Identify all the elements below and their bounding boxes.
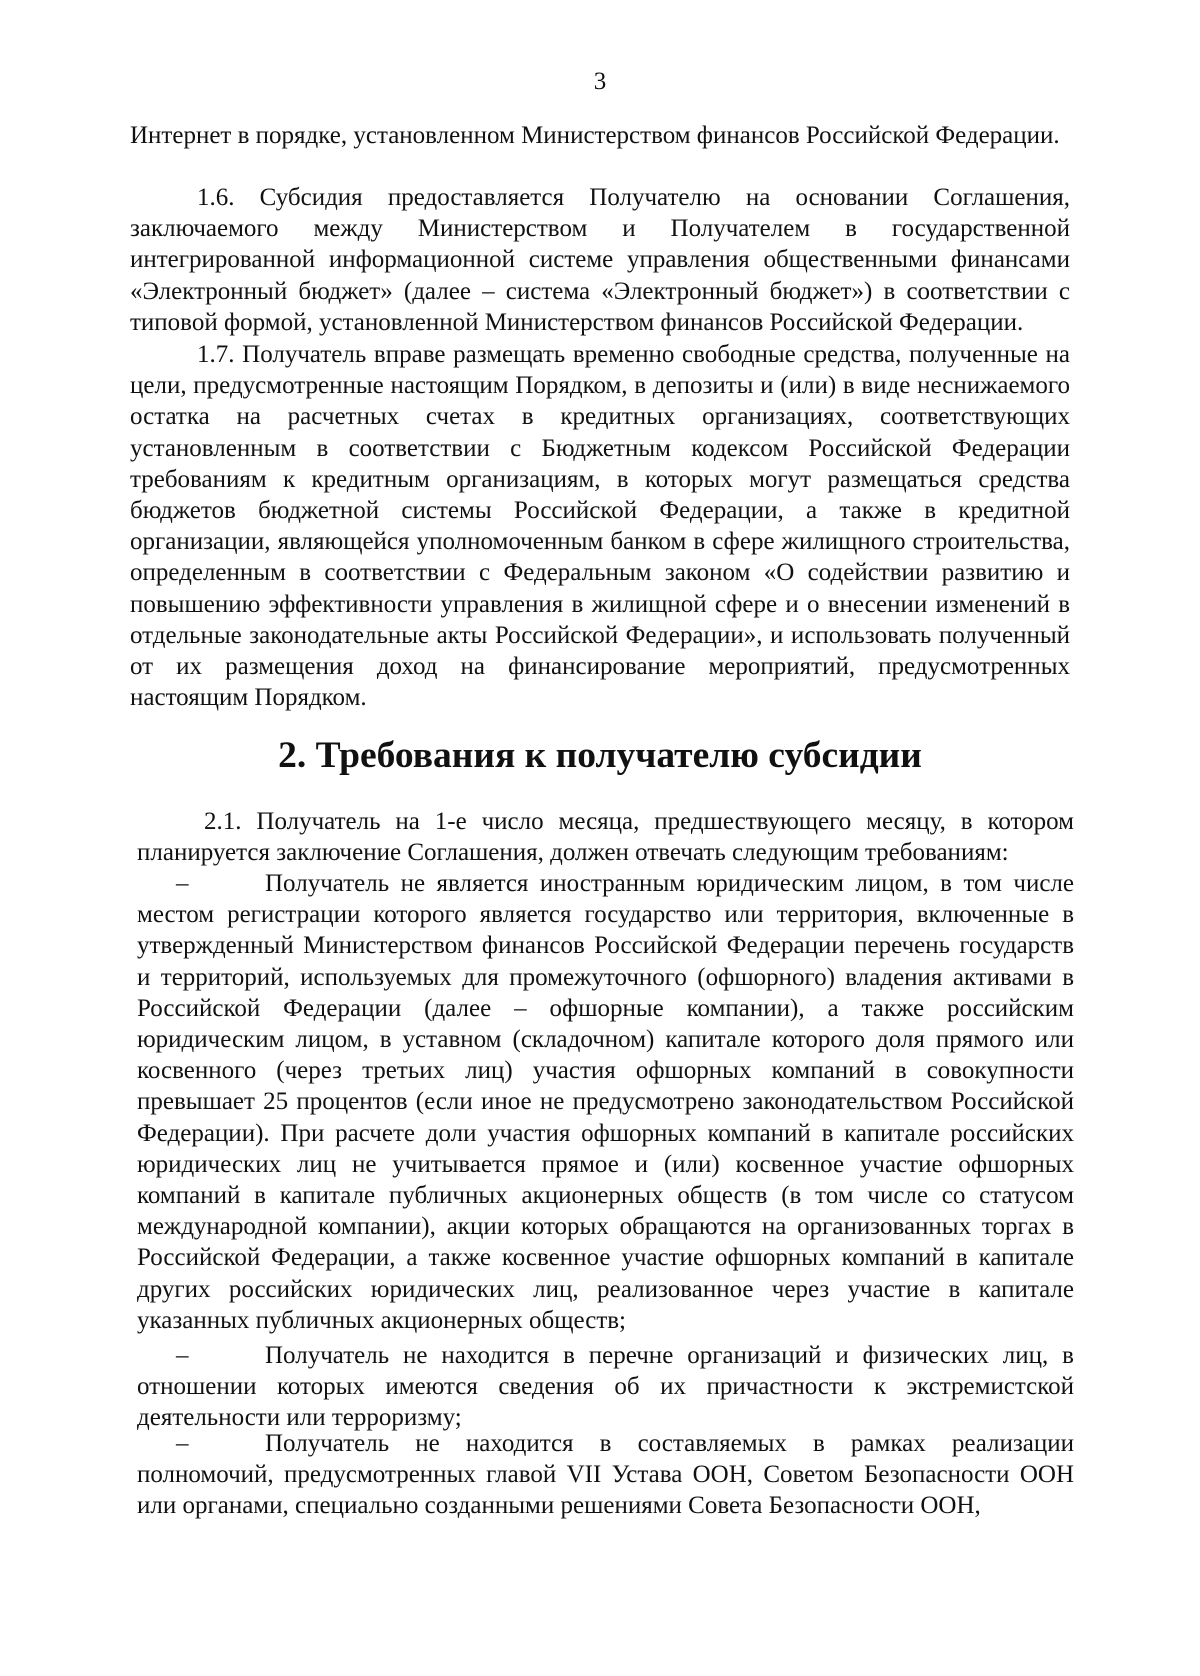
paragraph-1-6: 1.6. Субсидия предоставляется Получателю на основании Соглашения, заключаемого между Министерством и Получателем в государственной интегрированной информационной системе управления общественными финансами «Электронный бюджет» (далее – система «Электронный бюджет») в соответствии с типовой формой, установленной Министерством финансов Российской Федерации.	[130, 184, 1070, 336]
paragraph-continuation: Интернет в порядке, установленном Министерством финансов Российской Федерации.	[130, 122, 1060, 149]
requirement-item: Получатель не находится в составляемых в рамках реализации полномочий, предусмотренных главой VII Устава ООН, Советом Безопасности ООН или органами, специально созданными решениями Совета Безопасности ООН,	[137, 1430, 1074, 1520]
section-heading: 2. Требования к получателю субсидии	[278, 735, 922, 776]
list-dash: –	[176, 1430, 189, 1457]
list-dash: –	[176, 1342, 189, 1369]
page-number: 3	[593, 68, 607, 95]
paragraph-2-1: 2.1. Получатель на 1-е число месяца, предшествующего месяцу, в котором планируется заключение Соглашения, должен отвечать следующим требованиям:	[137, 808, 1074, 867]
paragraph-1-7: 1.7. Получатель вправе размещать временно свободные средства, полученные на цели, предусмотренные настоящим Порядком, в депозиты и (или) в виде неснижаемого остатка на расчетных счетах в кредитных организациях, соответствующих установленным в соответствии с Бюджетным кодексом Российской Федерации требованиям к кредитным организациям, в которых могут размещаться средства бюджетов бюджетной системы Российской Федерации, а также в кредитной организации, являющейся уполномоченным банком в сфере жилищного строительства, определенным в соответствии с Федеральным законом «О содействии развитию и повышению эффективности управления в жилищной сфере и о внесении изменений в отдельные законодательные акты Российской Федерации», и использовать полученный от их размещения доход на финансирование мероприятий, предусмотренных настоящим Порядком.	[130, 341, 1070, 712]
requirement-item: Получатель не является иностранным юридическим лицом, в том числе местом регистрации которого является государство или территория, включенные в утвержденный Министерством финансов Российской Федерации перечень государств и территорий, используемых для промежуточного (офшорного) владения активами в Российской Федерации (далее – офшорные компании), а также российским юридическим лицом, в уставном (складочном) капитале которого доля прямого или косвенного (через третьих лиц) участия офшорных компаний в совокупности превышает 25 процентов (если иное не предусмотрено законодательством Российской Федерации). При расчете доли участия офшорных компаний в капитале российских юридических лиц не учитывается прямое и (или) косвенное участие офшорных компаний в капитале публичных акционерных обществ (в том числе со статусом международной компании), акции которых обращаются на организованных торгах в Российской Федерации, а также косвенное участие офшорных компаний в капитале других российских юридических лиц, реализованное через участие в капитале указанных публичных акционерных обществ;	[137, 870, 1074, 1334]
list-dash: –	[176, 870, 189, 897]
requirement-item: Получатель не находится в перечне организаций и физических лиц, в отношении которых имеются сведения об их причастности к экстремистской деятельности или терроризму;	[137, 1342, 1074, 1432]
